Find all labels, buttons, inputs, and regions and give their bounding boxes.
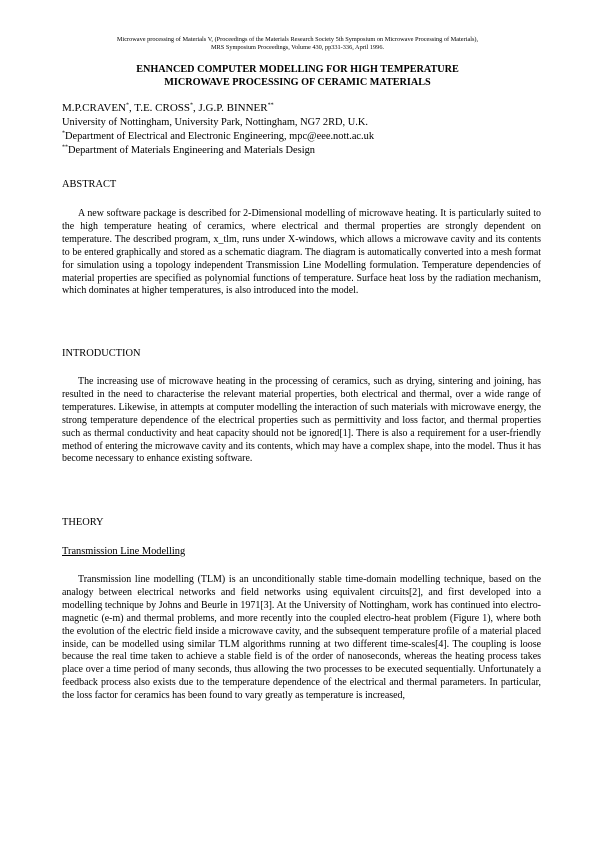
paper-title: [70, 63, 525, 89]
theory-heading: THEORY: [62, 517, 104, 528]
paper-title-line-1: ENHANCED COMPUTER MODELLING FOR HIGH TEMPERATURE: [136, 64, 459, 75]
introduction-paragraph: The increasing use of microwave heating in the processing of ceramics, such as drying, sintering and joining, has resulted in the need to characterise the relevant material properties, both electrical and thermal, over a wide range of temperatures. Likewise, in attempts at computer modelling the interaction of such materials with microwave energy, the strong temperature dependence of the electrical properties such as permittivity and loss factor, and thermal properties such as thermal conductivity and heat capacity should not be ignored[1]. There is also a requirement for a user-friendly method of entering the microwave cavity and its contents, which may have a complex shape, into the model. Thus it has become necessary to enhance existing software.: [62, 376, 541, 465]
abstract-paragraph: A new software package is described for 2-Dimensional modelling of microwave heating. It is particularly suited to the high temperature heating of ceramics, where electrical and thermal properties are strongly dependent on temperature. The described program, x_tlm, runs under X-windows, which allows a microwave cavity and its contents to be entered graphically and stored as a schematic diagram. The diagram is automatically converted into a mesh format for simulation using a topology independent Transmission Line Modelling formulation. Temperature dependencies of material properties are specified as polynomial functions of temperature. Surface heat loss by the radiation mechanism, which dominates at higher temperatures, is also introduced into the model.: [62, 208, 541, 297]
tlm-subheading: Transmission Line Modelling: [62, 546, 186, 557]
affiliation-dept-1-mark: *: [62, 130, 65, 137]
author-1-mark: *: [126, 102, 129, 109]
affiliation-dept-2-text: Department of Materials Engineering and Materials Design: [68, 145, 315, 156]
author-list: [62, 101, 540, 115]
author-2-mark: *: [190, 102, 194, 109]
paper-title-line-2: MICROWAVE PROCESSING OF CERAMIC MATERIALS: [164, 77, 431, 88]
introduction-heading: INTRODUCTION: [62, 348, 141, 359]
affiliation-university: University of Nottingham, University Park, Nottingham, NG7 2RD, U.K.: [62, 117, 368, 128]
tlm-paragraph: Transmission line modelling (TLM) is an unconditionally stable time-domain modelling technique, based on the analogy between electrical networks and field networks using equivalent circuits[2], and first developed into a modelling technique by Johns and Beurle in 1971[3]. At the University of Nottingham, work has continued into electro-magnetic (e-m) and thermal problems, and more recently into the coupled electro-heat problem (Figure 1), where both the evolution of the electric field inside a microwave cavity, and the subsequent temperature profile of a material placed inside, can be modelled using similar TLM algorithms running at two different time-scales[4]. The coupling is loose because the real time taken to achieve a stable field is of the order of nanoseconds, whereas the heating process takes place over a time period of many seconds, thus allowing the two processes to be executed sequentially. Unfortunately a feedback process also exists due to the temperature dependence of the electrical and thermal parameters. In particular, the loss factor for ceramics has been found to vary greatly as temperature is increased,: [62, 574, 541, 702]
affiliation-dept-1: [62, 130, 540, 144]
abstract-heading: ABSTRACT: [62, 179, 117, 190]
publication-note-line-2: MRS Symposium Proceedings, Volume 430, pp331-336, April 1996.: [210, 44, 385, 51]
affiliation-dept-1-text: Department of Electrical and Electronic Engineering, mpc@eee.nott.ac.uk: [65, 131, 375, 142]
affiliations: [62, 116, 540, 158]
affiliation-dept-2: [62, 144, 540, 158]
author-3-mark: **: [267, 102, 274, 109]
author-2: , T.E. CROSS: [129, 102, 191, 114]
author-1: M.P.CRAVEN: [62, 102, 126, 114]
author-3: , J.G.P. BINNER: [193, 102, 268, 114]
publication-note: [60, 36, 535, 52]
publication-note-line-1: Microwave processing of Materials V, (Proceedings of the Materials Research Society 5th Symposium on Microwave Processing of Materials),: [116, 36, 479, 43]
affiliation-dept-2-mark: **: [62, 144, 68, 151]
